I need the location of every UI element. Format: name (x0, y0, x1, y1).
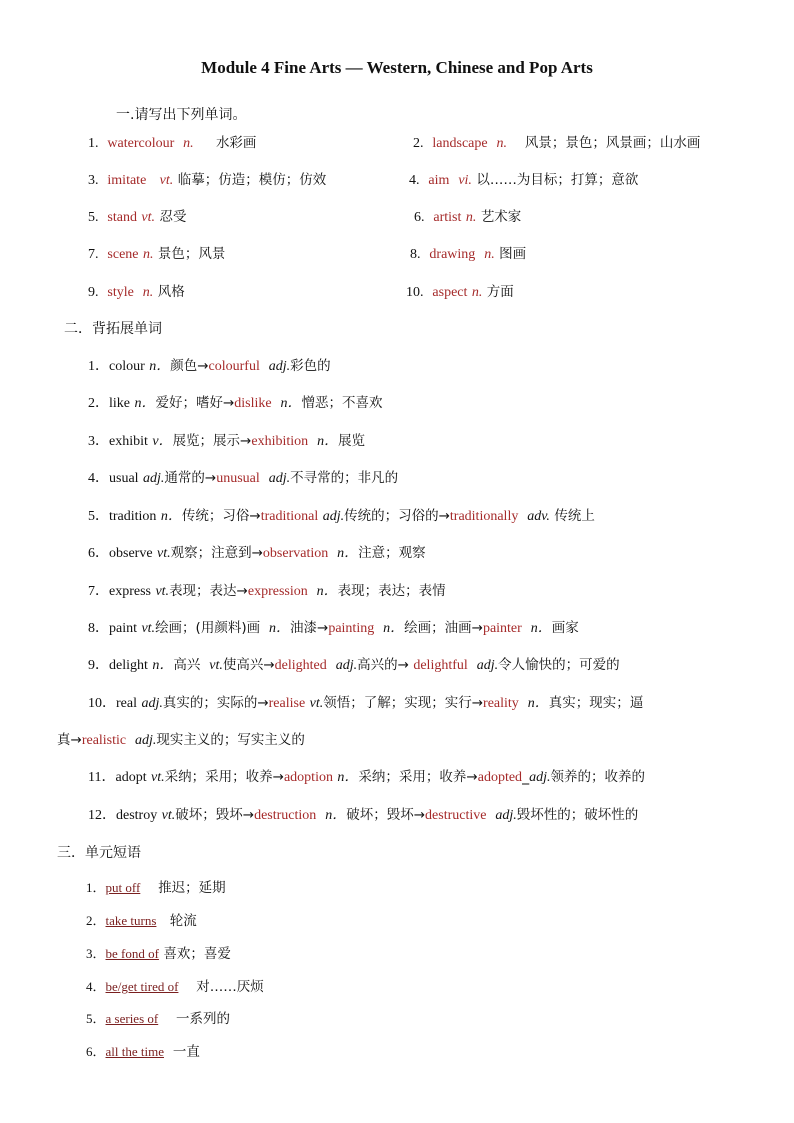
item-number: 2． (86, 913, 106, 928)
vocab-meaning: 景色；风景 (157, 246, 226, 262)
meaning: 领养的；收养的 (550, 769, 645, 785)
vocab-word: aim (428, 173, 450, 188)
part-of-speech: vt. (151, 770, 165, 785)
meaning: 展览；展示→ (172, 433, 252, 449)
item-number: 3． (86, 946, 106, 961)
item-number: 8． (88, 621, 109, 636)
phrase-meaning: 一直 (172, 1044, 200, 1060)
phrase: take turns (105, 913, 157, 928)
item-number: 5． (88, 509, 109, 524)
derived-word: destructive (425, 808, 487, 823)
phrase: be/get tired of (105, 979, 179, 994)
phrase-item-4 (86, 977, 264, 997)
vocab-word: imitate (107, 173, 147, 188)
base-word: like (109, 396, 130, 411)
meaning: 毁坏性的；破坏性的 (516, 807, 639, 823)
derived-word: realistic (81, 733, 127, 748)
part-of-speech: n. (484, 247, 495, 262)
derived-word: realise (268, 696, 306, 711)
vocab-item-10 (406, 282, 514, 303)
derived-word: expression (247, 584, 308, 599)
meaning: 观察；注意到→ (170, 545, 263, 561)
meaning: 现实主义的；写实主义的 (156, 732, 305, 748)
part-of-speech: vt. (155, 584, 170, 599)
meaning: 真实；现实；逼 (548, 695, 644, 711)
part-of-speech: vi. (458, 173, 472, 188)
derived-word: painting (328, 621, 375, 636)
part-of-speech: n． (269, 621, 291, 636)
part-of-speech: adj. (529, 770, 551, 785)
meaning: 破坏；毁坏→ (346, 807, 426, 823)
item-number: 1． (86, 880, 106, 895)
item-number: 1. (88, 136, 99, 151)
derived-word: delighted (274, 658, 327, 673)
expand-item-7 (88, 581, 446, 602)
vocab-meaning: 方面 (486, 284, 514, 300)
part-of-speech: n． (316, 584, 338, 599)
part-of-speech: adj. (322, 509, 345, 524)
expand-item-10-continued (57, 730, 305, 751)
phrase-meaning: 一系列的 (176, 1011, 231, 1027)
derived-word: colourful (208, 359, 260, 374)
base-word: exhibit (109, 434, 148, 449)
vocab-item-2 (413, 133, 700, 154)
vocab-item-3 (88, 170, 326, 191)
meaning: 采纳；采用；收养→ (358, 769, 478, 785)
meaning: 领悟；了解；实现；实行→ (323, 695, 484, 711)
item-number: 5． (86, 1011, 106, 1026)
item-number: 9. (88, 285, 99, 300)
derived-word: painter (482, 621, 522, 636)
item-number: 2. (413, 136, 424, 151)
meaning: 使高兴→ (222, 657, 275, 673)
meaning: 传统；习俗→ (181, 508, 261, 524)
meaning: 颜色→ (170, 358, 209, 374)
meaning: 令人愉快的；可爱的 (498, 657, 620, 673)
meaning: 不寻常的；非凡的 (290, 470, 399, 486)
derived-word: traditionally (449, 509, 519, 524)
item-number: 4． (88, 471, 109, 486)
part-of-speech: n． (337, 770, 359, 785)
phrase-item-6 (86, 1042, 200, 1062)
meaning: 传统上 (554, 508, 595, 524)
section2-heading: 二．背拓展单词 (64, 321, 162, 337)
phrase-meaning: 对……厌烦 (196, 979, 264, 995)
meaning: 注意；观察 (358, 545, 426, 561)
vocab-word: aspect (432, 285, 468, 300)
vocab-word: drawing (429, 247, 476, 262)
item-number: 6． (86, 1044, 106, 1059)
item-number: 7． (88, 584, 109, 599)
derived-word: reality (483, 696, 519, 711)
part-of-speech: n. (465, 210, 477, 225)
base-word: adopt (115, 770, 147, 785)
vocab-item-1 (88, 133, 256, 154)
part-of-speech: adj. (495, 808, 517, 823)
phrase: a series of (105, 1011, 159, 1026)
expand-item-4 (88, 468, 398, 489)
derived-word: dislike (234, 396, 272, 411)
meaning: 真→ (57, 732, 82, 748)
vocab-item-4 (409, 170, 638, 191)
phrase-item-5 (86, 1009, 230, 1029)
part-of-speech: n． (317, 434, 339, 449)
part-of-speech: adj. (476, 658, 499, 673)
section1-heading: 一.请写出下列单词。 (116, 107, 247, 123)
item-number: 10. (406, 285, 424, 300)
part-of-speech: n. (183, 136, 194, 151)
part-of-speech: adj. (268, 471, 291, 486)
vocab-item-5 (88, 207, 186, 228)
part-of-speech: n. (142, 285, 154, 300)
part-of-speech: n． (134, 396, 156, 411)
item-number: 4． (86, 979, 106, 994)
expand-item-8 (88, 618, 579, 639)
part-of-speech: adj. (335, 658, 358, 673)
phrase-item-3 (86, 944, 231, 964)
phrase-meaning: 喜欢；喜爱 (163, 946, 231, 962)
part-of-speech: vt. (157, 546, 171, 561)
meaning: 表现；表达→ (169, 583, 248, 599)
expand-item-2 (88, 393, 383, 414)
vocab-word: stand (107, 210, 137, 225)
page-title: Module 4 Fine Arts — Western, Chinese and Pop Arts (201, 58, 593, 77)
derived-word: delightful (413, 658, 468, 673)
derived-word: observation (262, 546, 329, 561)
meaning: 高兴 (173, 657, 201, 673)
part-of-speech: adj. (143, 471, 165, 486)
part-of-speech: adj. (141, 696, 163, 711)
base-word: real (116, 696, 137, 711)
derived-word: unusual (216, 471, 260, 486)
derived-word: destruction (254, 808, 317, 823)
part-of-speech: vt. (161, 808, 176, 823)
part-of-speech: vt. (141, 621, 156, 636)
phrase-item-1 (86, 878, 226, 898)
meaning: 高兴的→ (357, 657, 409, 673)
meaning: 画家 (551, 620, 579, 636)
part-of-speech: n． (149, 359, 171, 374)
vocab-word: landscape (432, 136, 488, 151)
meaning: 通常的→ (164, 470, 217, 486)
vocab-item-7 (88, 244, 225, 265)
part-of-speech: vt. (309, 696, 324, 711)
expand-item-3 (88, 431, 365, 452)
part-of-speech: n． (280, 396, 302, 411)
item-number: 2． (88, 396, 109, 411)
expand-item-12 (88, 805, 638, 826)
base-word: paint (109, 621, 137, 636)
part-of-speech: n. (471, 285, 483, 300)
vocab-item-9 (88, 282, 185, 303)
vocab-meaning: 风格 (157, 284, 185, 300)
part-of-speech: n． (383, 621, 405, 636)
vocab-word: style (107, 285, 134, 300)
item-number: 4. (409, 173, 420, 188)
phrase-meaning: 轮流 (169, 913, 197, 929)
item-number: 3. (88, 173, 99, 188)
meaning: 采纳；采用；收养→ (164, 769, 284, 785)
phrase-item-2 (86, 911, 197, 931)
vocab-meaning: 临摹；仿造；模仿；仿效 (177, 172, 327, 188)
vocab-meaning: 忍受 (159, 209, 187, 225)
expand-item-9 (88, 655, 620, 676)
meaning: 爱好；嗜好→ (155, 395, 235, 411)
part-of-speech: n． (325, 808, 347, 823)
expand-item-10 (88, 693, 643, 714)
derived-word: adoption (283, 770, 333, 785)
meaning: 破坏；毁坏→ (175, 807, 255, 823)
item-number: 7. (88, 247, 99, 262)
vocab-word: watercolour (107, 136, 175, 151)
item-number: 6． (88, 546, 109, 561)
expand-item-5 (88, 506, 595, 527)
vocab-word: artist (433, 210, 462, 225)
phrase: put off (105, 880, 141, 895)
meaning: 绘画；(用颜料)画 (155, 620, 261, 636)
part-of-speech: v． (152, 434, 173, 449)
meaning: 彩色的 (290, 358, 331, 374)
section3-heading: 三．单元短语 (57, 845, 141, 861)
vocab-meaning: 艺术家 (480, 209, 522, 225)
meaning: 绘画；油画→ (404, 620, 483, 636)
item-number: 3． (88, 434, 109, 449)
vocab-item-6 (414, 207, 521, 228)
part-of-speech: n． (527, 696, 549, 711)
meaning: 真实的；实际的→ (162, 695, 269, 711)
meaning: 憎恶；不喜欢 (301, 395, 383, 411)
base-word: destroy (116, 808, 158, 823)
item-number: 5. (88, 210, 99, 225)
part-of-speech: n. (496, 136, 508, 151)
vocab-word: scene (107, 247, 139, 262)
phrase-meaning: 推迟；延期 (158, 880, 226, 896)
derived-word: exhibition (251, 434, 309, 449)
item-number: 10． (88, 696, 116, 711)
part-of-speech: n. (142, 247, 154, 262)
part-of-speech: adv. (527, 509, 550, 524)
part-of-speech: vt. (209, 658, 223, 673)
base-word: colour (109, 359, 145, 374)
item-number: 11． (88, 770, 116, 785)
part-of-speech: vt. (159, 173, 174, 188)
base-word: observe (109, 546, 153, 561)
vocab-meaning: 风景；景色；风景画；山水画 (524, 135, 701, 151)
base-word: delight (109, 658, 148, 673)
item-number: 1． (88, 359, 109, 374)
phrase: be fond of (105, 946, 159, 961)
part-of-speech: n． (152, 658, 174, 673)
base-word: tradition (109, 509, 157, 524)
part-of-speech: adj. (135, 733, 157, 748)
part-of-speech: n． (160, 509, 182, 524)
item-number: 6. (414, 210, 425, 225)
derived-word: traditional (260, 509, 319, 524)
vocab-item-8 (410, 244, 526, 265)
meaning: 油漆→ (290, 620, 329, 636)
item-number: 9． (88, 658, 109, 673)
part-of-speech: n． (337, 546, 359, 561)
item-number: 8. (410, 247, 421, 262)
part-of-speech: vt. (141, 210, 156, 225)
phrase: all the time (105, 1044, 164, 1059)
vocab-meaning: 图画 (499, 246, 527, 262)
expand-item-6 (88, 543, 426, 564)
meaning: 表现；表达；表情 (337, 583, 446, 599)
expand-item-1 (88, 356, 331, 377)
derived-word: adopted (477, 770, 523, 785)
meaning: 传统的；习俗的→ (344, 508, 450, 524)
item-number: 12． (88, 808, 116, 823)
vocab-meaning: 以……为目标；打算；意欲 (476, 172, 639, 188)
part-of-speech: adj. (268, 359, 291, 374)
part-of-speech: n． (530, 621, 552, 636)
expand-item-11: 11．adopt vt.采纳；采用；收养→adoption n．采纳；采用；收养→adopted_adj.领养的；收养的 (88, 769, 645, 785)
base-word: express (109, 584, 151, 599)
meaning: 展览 (338, 433, 366, 449)
vocab-meaning: 水彩画 (215, 135, 257, 151)
base-word: usual (109, 471, 139, 486)
